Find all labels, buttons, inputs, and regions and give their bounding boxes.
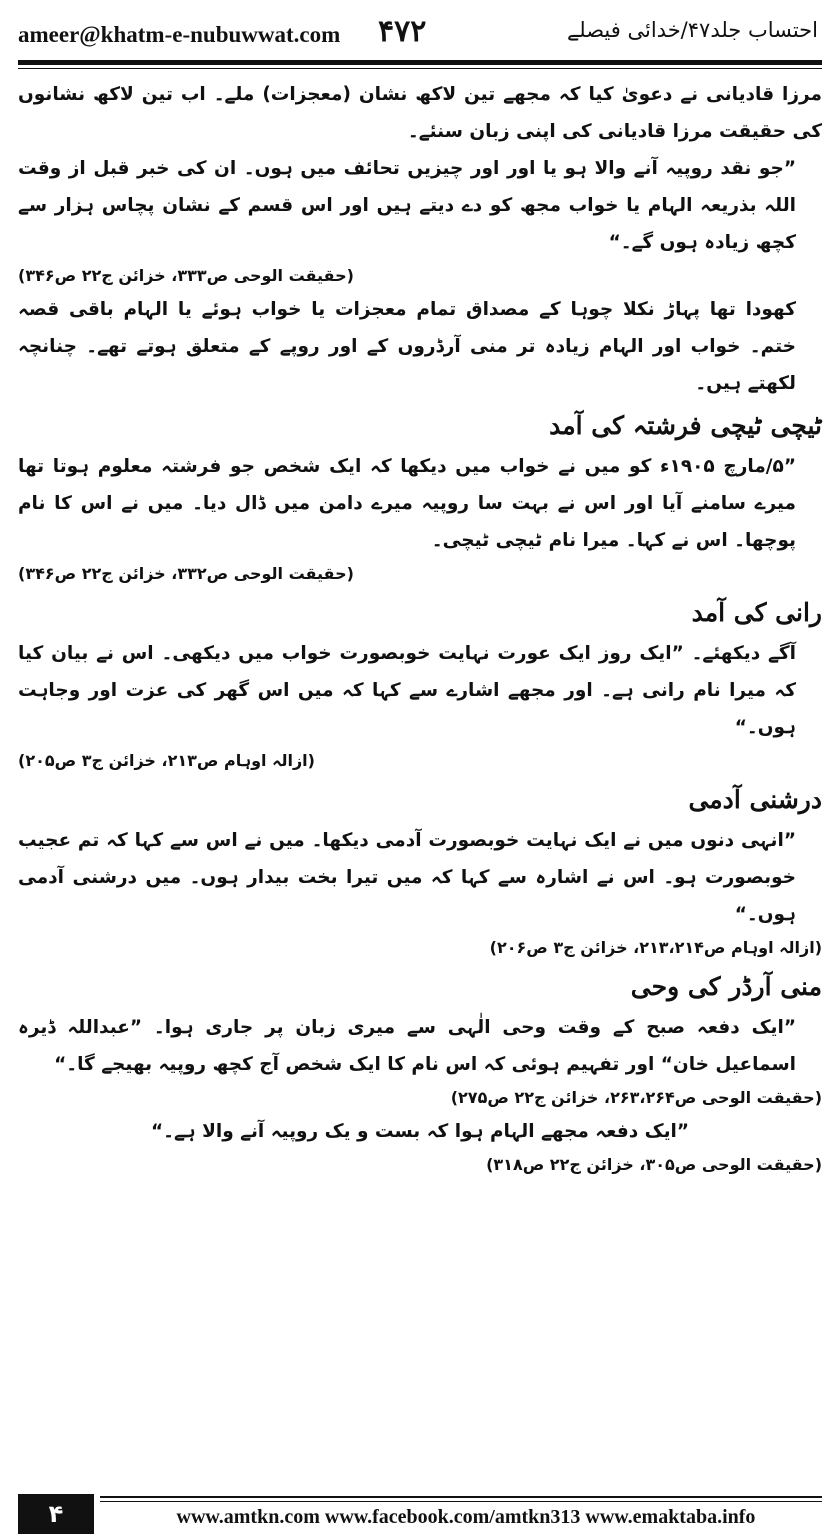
page-header (0, 0, 840, 66)
citation: (حقیقت الوحی ص۲۶۳،۲۶۴، خزائن ج۲۲ ص۲۷۵) (450, 1088, 822, 1107)
body-paragraph: کھودا تھا پہاڑ نکلا چوہا کے مصداق تمام معجزات یا خواب ہوئے یا الہام باقی قصہ ختم۔ خواب اور الہام زیادہ تر منی آرڈروں کے اور روپے کے متعلق ہوتے تھے۔ چنانچہ لکھتے ہیں۔ (18, 299, 796, 394)
body-paragraph: ”۵/مارچ ۱۹۰۵ء کو میں نے خواب میں دیکھا کہ ایک شخص جو فرشتہ معلوم ہوتا تھا میرے سامنے آیا اور اس نے بہت سا روپیہ میرے دامن میں ڈال دیا۔ میں نے اس کا نام پوچھا۔ اس نے کہا۔ میرا نام ٹیچی ٹیچی۔ (18, 456, 796, 551)
header-title: احتساب جلد۴۷/خدائی فیصلے (566, 18, 818, 42)
page-number: ۴۷۲ (378, 14, 427, 49)
section-heading: درشنی آدمی (688, 785, 822, 814)
page-body (18, 76, 822, 1180)
header-rule-thick (18, 60, 822, 65)
footer-rule-thin (100, 1501, 822, 1502)
citation: (حقیقت الوحی ص۳۳۲، خزائن ج۲۲ ص۳۴۶) (18, 564, 354, 583)
body-paragraph: ”انہی دنوں میں نے ایک نہایت خوبصورت آدمی دیکھا۔ میں نے اس سے کہا کہ تم عجیب خوبصورت ہو۔ اس نے اشارہ سے کہا کہ میں تیرا بخت بیدار ہوں۔ میں درشنی آدمی ہوں۔“ (18, 830, 796, 925)
footer-rule (100, 1496, 822, 1498)
citation: (حقیقت الوحی ص۳۰۵، خزائن ج۲۲ ص۳۱۸) (486, 1155, 822, 1174)
footer-urls: www.amtkn.com www.facebook.com/amtkn313 www.emaktaba.info (176, 1506, 756, 1528)
citation: (ازالہ اوہام ص۲۱۳، خزائن ج۳ ص۲۰۵) (18, 751, 315, 770)
header-rule-thin (18, 68, 822, 69)
body-paragraph: آگے دیکھئے۔ ”ایک روز ایک عورت نہایت خوبصورت خواب میں دیکھی۔ اس نے بیان کیا کہ میرا نام رانی ہے۔ اور مجھے اشارے سے کہا کہ میں اس گھر کی عزت اور وجاہت ہوں۔“ (18, 643, 796, 738)
body-paragraph: ”ایک دفعہ صبح کے وقت وحی الٰہی سے میری زبان پر جاری ہوا۔ ”عبداللہ ڈیرہ اسماعیل خان“ اور تفہیم ہوئی کہ اس نام کا ایک شخص آج کچھ روپیہ بھیجے گا۔“ (18, 1017, 796, 1075)
page-footer (0, 1490, 840, 1540)
section-heading: رانی کی آمد (691, 598, 822, 627)
quote-line: ”ایک دفعہ مجھے الہام ہوا کہ بست و یک روپیہ آنے والا ہے۔“ (150, 1121, 690, 1142)
body-paragraph: مرزا قادیانی نے دعویٰ کیا کہ مجھے تین لاکھ نشان (معجزات) ملے۔ اب تین لاکھ نشانوں کی حقیقت مرزا قادیانی کی اپنی زبان سنئے۔ (18, 84, 822, 142)
citation: (ازالہ اوہام ص۲۱۳،۲۱۴، خزائن ج۳ ص۲۰۶) (489, 938, 822, 957)
body-paragraph: ”جو نقد روپیہ آنے والا ہو یا اور اور چیزیں تحائف میں ہوں۔ ان کی خبر قبل از وقت اللہ بذریعہ الہام یا خواب مجھ کو دے دیتے ہیں اور اس قسم کے نشان پچاس ہزار سے کچھ زیادہ ہوں گے۔“ (18, 158, 796, 253)
footer-page-box: ۴ (18, 1494, 94, 1534)
section-heading: منی آرڈر کی وحی (630, 972, 822, 1001)
section-heading: ٹیچی ٹیچی فرشتہ کی آمد (549, 411, 822, 440)
citation: (حقیقت الوحی ص۳۳۳، خزائن ج۲۲ ص۳۴۶) (18, 266, 354, 285)
header-email: ameer@khatm-e-nubuwwat.com (18, 22, 341, 47)
